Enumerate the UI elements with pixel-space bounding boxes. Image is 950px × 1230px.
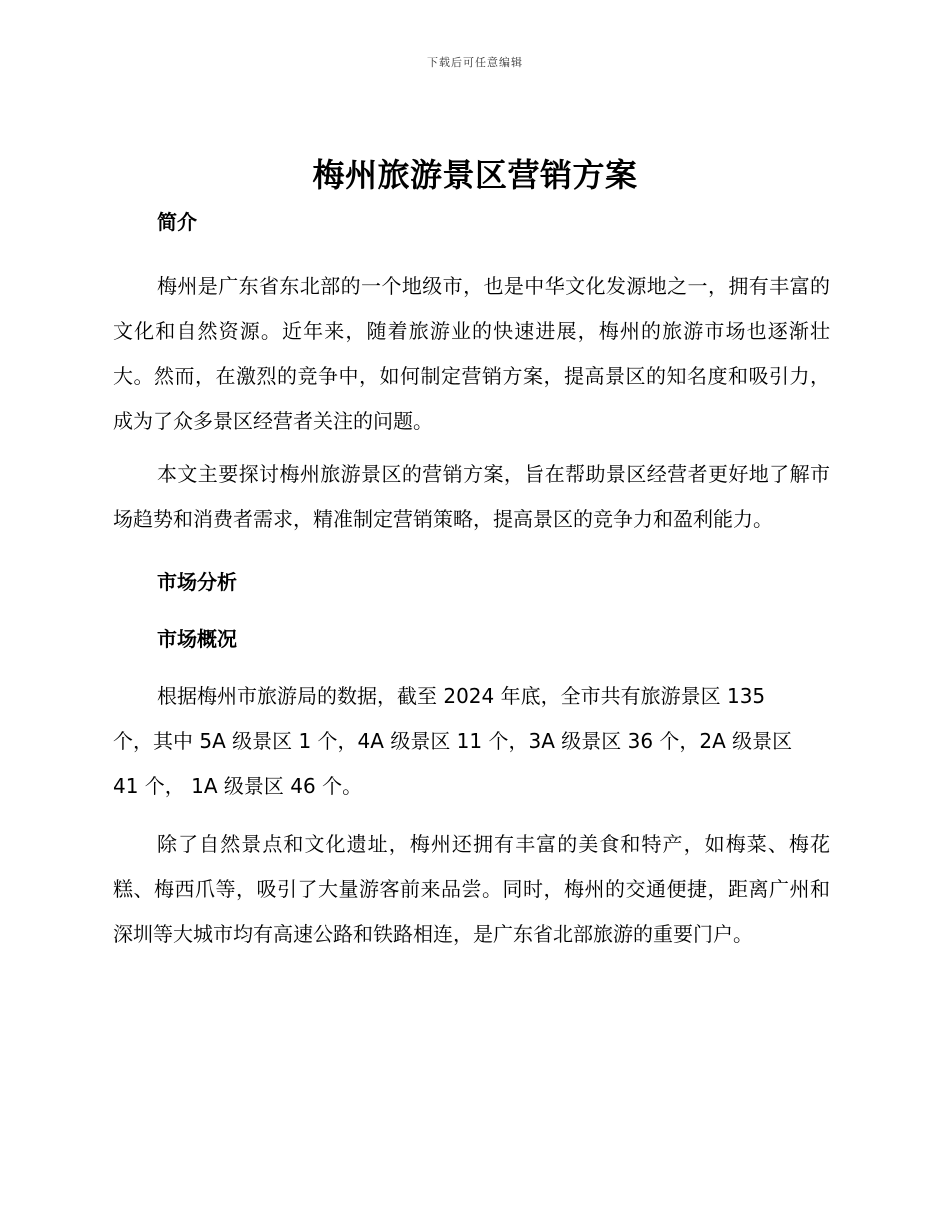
section-heading-market: 市场分析 — [157, 570, 237, 594]
header-note: 下载后可任意编辑 — [427, 56, 523, 69]
paragraph-intro-1: 梅州是广东省东北部的一个地级市，也是中华文化发源地之一，拥有丰富的文化和自然资源。近年来，随着旅游业的快速进展，梅州的旅游市场也逐渐壮大。然而，在激烈的竞争中，如何制定营销方案，提高景区的知名度和吸引力，成为了众多景区经营者关注的问题。 — [113, 274, 830, 433]
section-heading-intro: 简介 — [157, 210, 197, 234]
paragraph-intro-2: 本文主要探讨梅州旅游景区的营销方案，旨在帮助景区经营者更好地了解市场趋势和消费者需求，精准制定营销策略，提高景区的竞争力和盈利能力。 — [113, 462, 830, 531]
paragraph-overview-1-line-3: 41 个， 1A 级景区 46 个。 — [113, 774, 363, 798]
section-heading-overview: 市场概况 — [157, 627, 237, 651]
document-title: 梅州旅游景区营销方案 — [312, 156, 638, 194]
paragraph-overview-1 — [113, 674, 830, 809]
paragraph-overview-1-line-1: 根据梅州市旅游局的数据，截至 2024 年底，全市共有旅游景区 135 — [157, 684, 766, 708]
document-body — [113, 206, 830, 957]
paragraph-overview-1-line-2: 个，其中 5A 级景区 1 个，4A 级景区 11 个，3A 级景区 36 个，2A 级景区 — [113, 729, 793, 753]
paragraph-overview-2: 除了自然景点和文化遗址，梅州还拥有丰富的美食和特产，如梅菜、梅花糕、梅西爪等，吸引了大量游客前来品尝。同时，梅州的交通便捷，距离广州和深圳等大城市均有高速公路和铁路相连，是广东省北部旅游的重要门户。 — [113, 832, 830, 946]
